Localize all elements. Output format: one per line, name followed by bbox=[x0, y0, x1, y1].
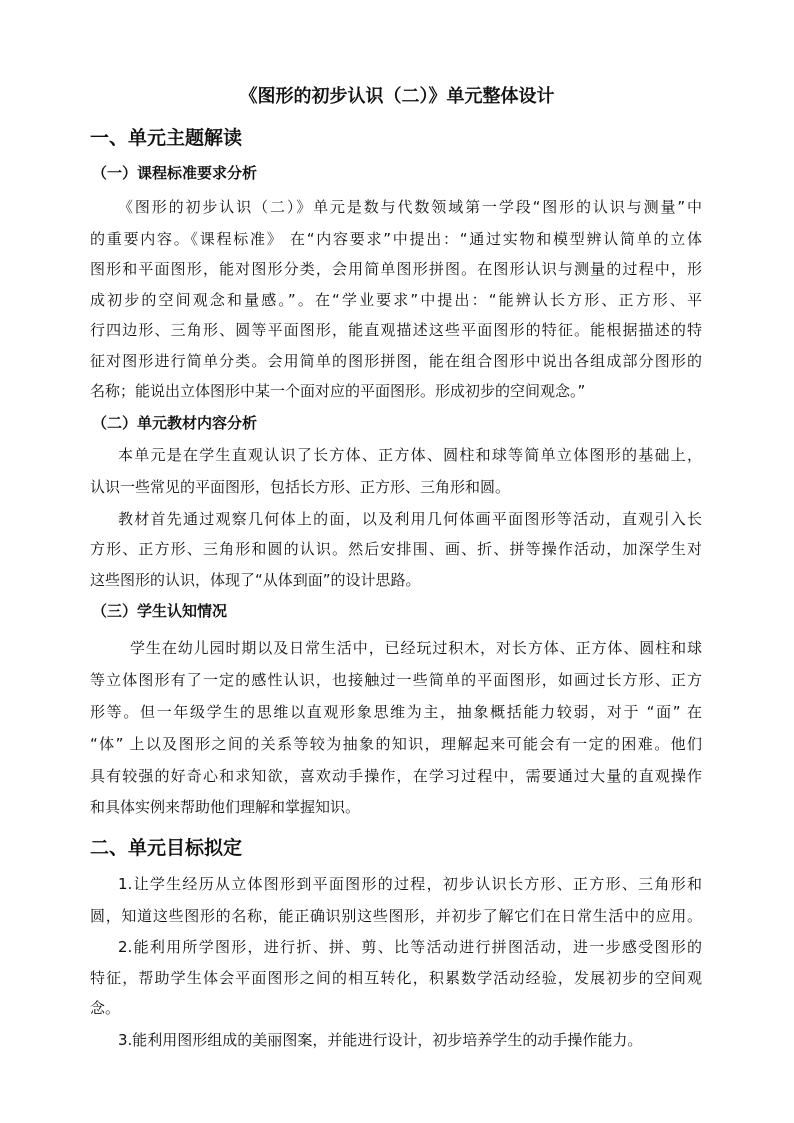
text-line: 等立体图形有了一定的感性认识，也接触过一些简单的平面图形，如画过长方形、正方 bbox=[90, 671, 702, 689]
text-line: “体” 上以及图形之间的关系等较为抽象的知识，理解起来可能会有一定的困难。他们 bbox=[90, 735, 702, 753]
text-line: 形等。但一年级学生的思维以直观形象思维为主，抽象概括能力较弱，对于 “面” 在 bbox=[90, 703, 702, 721]
text-line: 圆，知道这些图形的名称，能正确识别这些图形，并初步了解它们在日常生活中的应用。 bbox=[90, 907, 702, 925]
text-line: 3.能利用图形组成的美丽图案，并能进行设计，初步培养学生的动手操作能力。 bbox=[118, 1031, 643, 1049]
text-line: 2.能利用所学图形，进行折、拼、剪、比等活动进行拼图活动，进一步感受图形的 bbox=[118, 938, 702, 956]
section-heading: 二、单元目标拟定 bbox=[90, 837, 243, 859]
section-heading: 一、单元主题解读 bbox=[90, 127, 243, 149]
text-line: 教材首先通过观察几何体上的面，以及利用几何体画平面图形等活动，直观引入长 bbox=[118, 510, 702, 528]
text-line: 成初步的空间观念和量感。”。在“学业要求”中提出：“能辨认长方形、正方形、平 bbox=[90, 291, 702, 309]
text-line: 和具体实例来帮助他们理解和掌握知识。 bbox=[90, 798, 361, 816]
text-line: 的重要内容。《课程标准》 在“内容要求”中提出：“通过实物和模型辨认简单的立体 bbox=[90, 230, 702, 248]
subsection-heading: （三）学生认知情况 bbox=[92, 602, 228, 620]
document-title: 《图形的初步认识（二）》单元整体设计 bbox=[239, 86, 555, 107]
text-line: 特征，帮助学生体会平面图形之间的相互转化，积累数学活动经验，发展初步的空间观 bbox=[90, 969, 702, 987]
text-line: 这些图形的认识，体现了“从体到面”的设计思路。 bbox=[90, 571, 421, 589]
text-line: 本单元是在学生直观认识了长方体、正方体、圆柱和球等简单立体图形的基础上， bbox=[118, 446, 702, 464]
text-line: 认识一些常见的平面图形，包括长方形、正方形、三角形和圆。 bbox=[90, 478, 511, 496]
subsection-heading: （二）单元教材内容分析 bbox=[92, 414, 258, 432]
text-line: 征对图形进行简单分类。会用简单的图形拼图，能在组合图形中说出各组成部分图形的 bbox=[90, 352, 702, 370]
text-line: 1.让学生经历从立体图形到平面图形的过程，初步认识长方形、正方形、三角形和 bbox=[118, 875, 702, 893]
subsection-heading: （一）课程标准要求分析 bbox=[92, 164, 258, 182]
text-line: 图形和平面图形，能对图形分类，会用简单图形拼图。在图形认识与测量的过程中，形 bbox=[90, 260, 702, 278]
text-line: 具有较强的好奇心和求知欲，喜欢动手操作，在学习过程中，需要通过大量的直观操作 bbox=[90, 767, 702, 785]
text-line: 学生在幼儿园时期以及日常生活中，已经玩过积木，对长方体、正方体、圆柱和球 bbox=[130, 639, 702, 657]
text-line: 念。 bbox=[90, 999, 121, 1017]
text-line: 行四边形、三角形、圆等平面图形，能直观描述这些平面图形的特征。能根据描述的特 bbox=[90, 321, 702, 339]
text-line: 方形、正方形、三角形和圆的认识。然后安排围、画、折、拼等操作活动，加深学生对 bbox=[90, 540, 702, 558]
text-line: 《图形的初步认识（二）》单元是数与代数领域第一学段“图形的认识与测量”中 bbox=[118, 198, 702, 216]
text-line: 名称；能说出立体图形中某一个面对应的平面图形。形成初步的空间观念。” bbox=[90, 382, 586, 400]
